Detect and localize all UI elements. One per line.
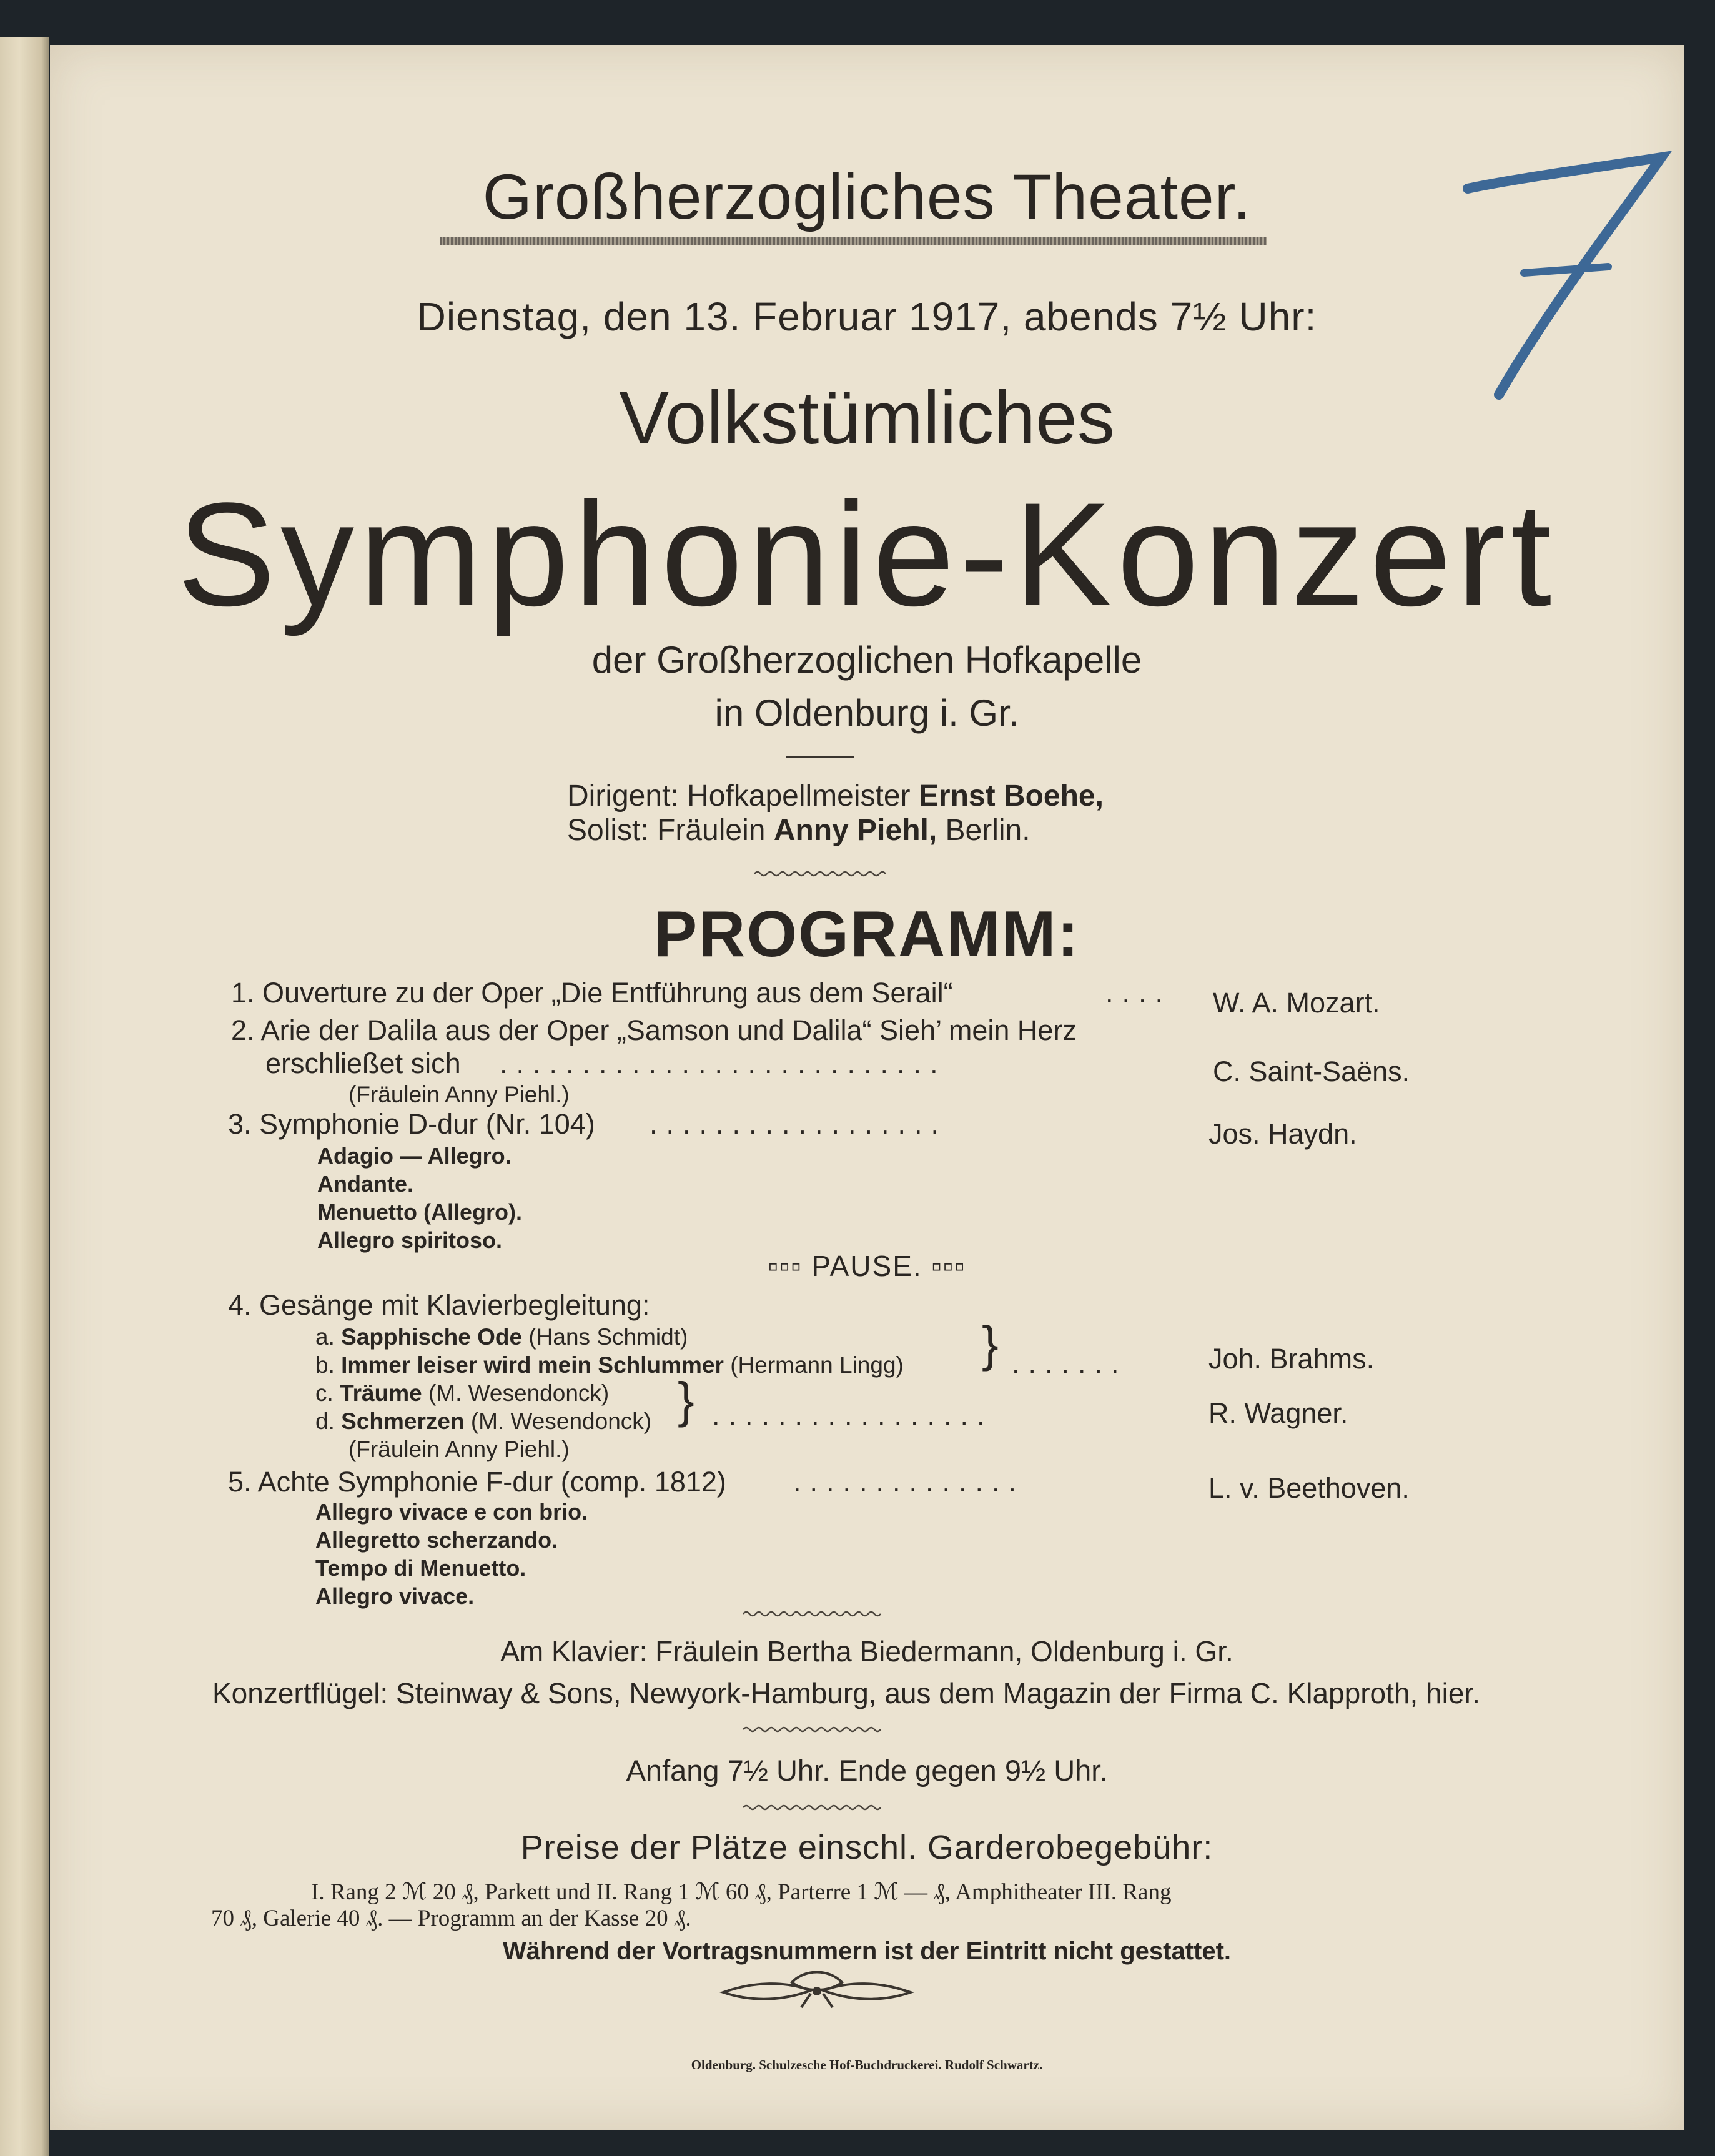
program-item-2: 2. Arie der Dalila aus der Oper „Samson und Dalila“ Sieh’ mein Herz <box>231 1014 1077 1046</box>
songs-ab-composer: Joh. Brahms. <box>1208 1343 1375 1375</box>
song-item: c. Träume (M. Wesendonck) <box>315 1380 610 1406</box>
program-item-5: 5. Achte Symphonie F-dur (comp. 1812) <box>228 1466 726 1498</box>
prices-line-1: I. Rang 2 ℳ 20 ₰, Parkett und II. Rang 1 ℳ 60 ₰, Parterre 1 ℳ — ₰, Amphitheater III. Rang <box>311 1879 1172 1905</box>
ornament-bow <box>717 1969 917 2012</box>
program-item-3-composer: Jos. Haydn. <box>1208 1118 1357 1150</box>
program-item-1-dots: .... <box>1105 977 1172 1009</box>
soloist-label: Solist: Fräulein <box>567 814 766 847</box>
movement-item: Allegro vivace e con brio. <box>315 1499 588 1525</box>
theater-name: Großherzogliches Theater. <box>482 161 1252 232</box>
program-item-5-composer: L. v. Beethoven. <box>1208 1472 1410 1504</box>
program-item-2-dots: ........................... <box>500 1047 947 1079</box>
movement-item: Menuetto (Allegro). <box>317 1199 522 1225</box>
wave-divider <box>743 1803 881 1812</box>
program-item-5-dots: .............. <box>793 1466 1026 1498</box>
brace-cd: } <box>678 1372 694 1428</box>
movement-item: Tempo di Menuetto. <box>315 1555 526 1581</box>
piano-accompanist: Am Klavier: Fräulein Bertha Biedermann, Oldenburg i. Gr. <box>500 1635 1233 1668</box>
handwritten-number-seven <box>1455 145 1674 407</box>
wave-divider <box>743 1725 881 1734</box>
movement-item: Adagio — Allegro. <box>317 1143 512 1169</box>
songs-cd-dots: ................. <box>712 1399 994 1431</box>
program-item-2-soloist: (Fräulein Anny Piehl.) <box>348 1082 570 1107</box>
program-item-3-dots: .................. <box>650 1108 948 1140</box>
movement-item: Allegro vivace. <box>315 1583 475 1609</box>
title-volkstuemliches: Volkstümliches <box>619 376 1115 460</box>
prices-line-2: 70 ₰, Galerie 40 ₰. — Programm an der Kasse 20 ₰. <box>211 1906 691 1931</box>
program-item-1-composer: W. A. Mozart. <box>1213 987 1380 1019</box>
movement-item: Allegro spiritoso. <box>317 1227 503 1253</box>
program-item-4: 4. Gesänge mit Klavierbegleitung: <box>228 1289 650 1321</box>
movement-item: Allegretto scherzando. <box>315 1527 558 1553</box>
title-symphonie-konzert: Symphonie-Konzert <box>177 472 1557 637</box>
program-item-2-composer: C. Saint-Saëns. <box>1213 1056 1410 1087</box>
soloist-city: Berlin. <box>945 814 1030 847</box>
start-end-times: Anfang 7½ Uhr. Ende gegen 9½ Uhr. <box>626 1754 1108 1787</box>
concert-date: Dienstag, den 13. Februar 1917, abends 7½ Uhr: <box>417 294 1317 339</box>
soloist-line <box>567 813 1030 848</box>
program-item-4-soloist: (Fräulein Anny Piehl.) <box>348 1437 570 1462</box>
concert-program-page <box>50 45 1684 2130</box>
wave-divider <box>743 1610 881 1618</box>
movement-item: Andante. <box>317 1171 414 1197</box>
pause-label: ▫▫▫ PAUSE. ▫▫▫ <box>768 1250 966 1282</box>
printer-imprint: Oldenburg. Schulzesche Hof-Buchdruckerei. Rudolf Schwartz. <box>691 2057 1043 2072</box>
soloist-name: Anny Piehl, <box>773 814 937 847</box>
conductor-line <box>567 779 1104 813</box>
program-item-1: 1. Ouverture zu der Oper „Die Entführung aus dem Serail“ <box>231 977 953 1009</box>
book-binding <box>0 37 49 2156</box>
brace-ab: } <box>982 1316 999 1372</box>
program-item-2-cont: erschließet sich <box>265 1047 461 1079</box>
concert-piano-note: Konzertflügel: Steinway & Sons, Newyork-Hamburg, aus dem Magazin der Firma C. Klapproth, hier. <box>212 1677 1480 1709</box>
orchestra-place: in Oldenburg i. Gr. <box>714 692 1019 734</box>
song-item: a. Sapphische Ode (Hans Schmidt) <box>315 1324 688 1350</box>
conductor-name: Ernst Boehe, <box>918 779 1104 813</box>
theater-underline <box>440 237 1267 245</box>
prices-heading: Preise der Plätze einschl. Garderobegebühr: <box>520 1829 1213 1866</box>
entry-notice: Während der Vortragsnummern ist der Eintritt nicht gestattet. <box>502 1937 1232 1965</box>
program-heading: PROGRAMM: <box>653 898 1080 971</box>
orchestra-name: der Großherzoglichen Hofkapelle <box>591 639 1142 681</box>
conductor-label: Dirigent: Hofkapellmeister <box>567 779 911 813</box>
songs-ab-dots: ....... <box>1012 1347 1128 1379</box>
wave-divider <box>754 869 886 878</box>
divider-dash <box>786 756 854 758</box>
song-item: b. Immer leiser wird mein Schlummer (Hermann Lingg) <box>315 1352 904 1378</box>
program-item-3: 3. Symphonie D-dur (Nr. 104) <box>228 1108 595 1140</box>
song-item: d. Schmerzen (M. Wesendonck) <box>315 1408 652 1434</box>
songs-cd-composer: R. Wagner. <box>1208 1397 1348 1429</box>
